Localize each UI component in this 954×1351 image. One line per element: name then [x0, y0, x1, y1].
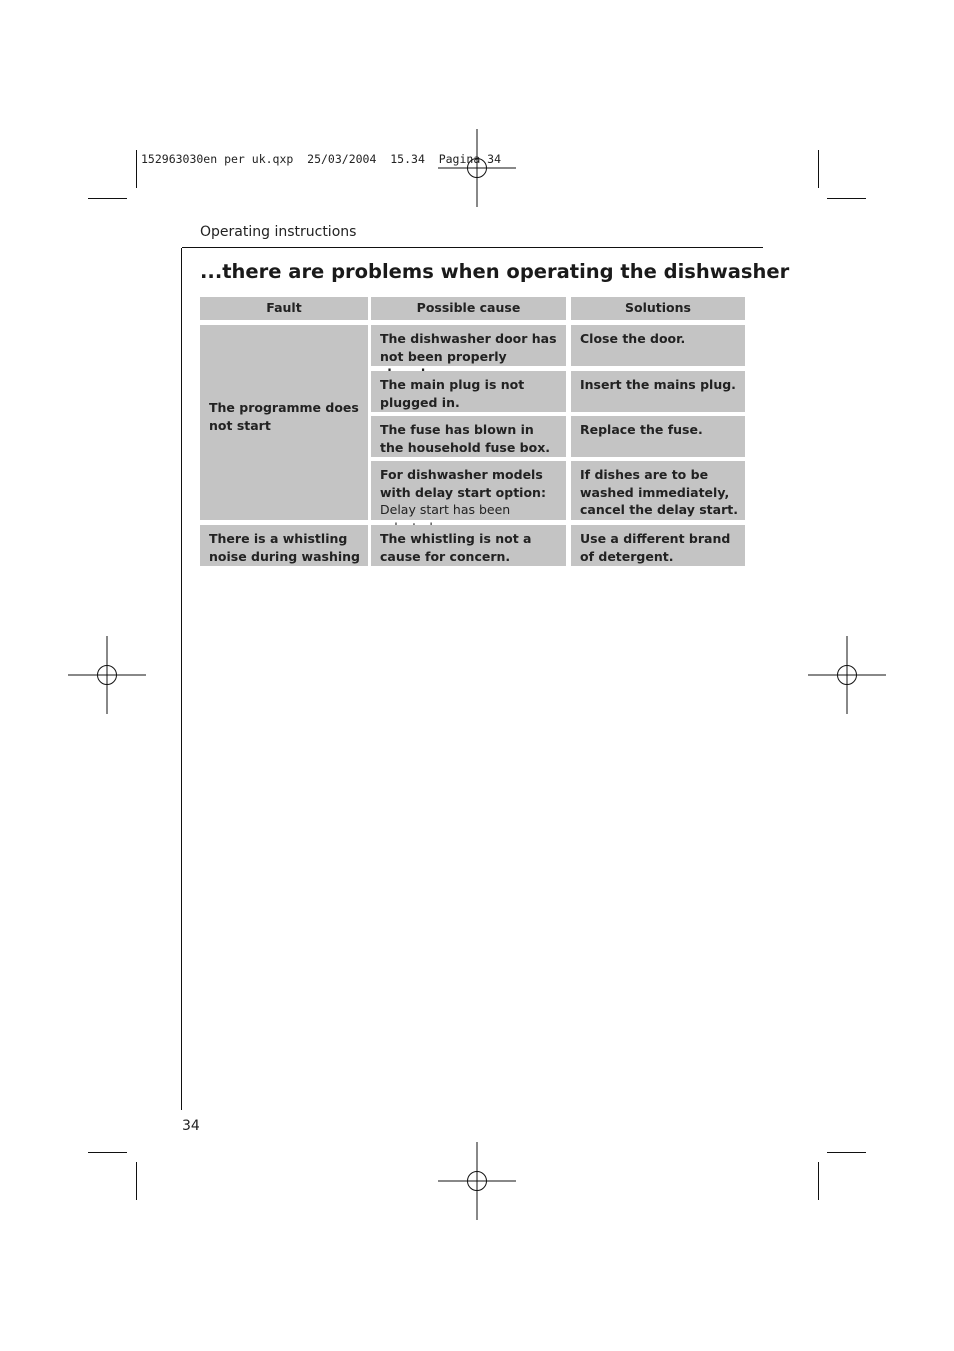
cause-cell: The fuse has blown in the household fuse box.	[371, 416, 566, 457]
page-title: ...there are problems when operating the dishwasher	[200, 260, 790, 283]
margin-rule	[181, 248, 182, 1110]
print-slug: 152963030en per uk.qxp 25/03/2004 15.34 Pagina 34	[141, 152, 502, 166]
crop-mark	[827, 198, 866, 199]
crop-mark	[818, 150, 819, 188]
cause-condition: For dishwasher models with delay start option:	[380, 467, 546, 500]
fault-cell	[200, 325, 368, 520]
page-number: 34	[182, 1118, 200, 1134]
crop-mark	[136, 150, 137, 188]
solution-cell: Insert the mains plug.	[571, 371, 745, 412]
solution-cell: If dishes are to be washed immediately, cancel the delay start.	[571, 461, 745, 520]
crop-mark	[818, 1162, 819, 1200]
fault-text: The programme does not start	[209, 400, 359, 433]
registration-mark-icon	[808, 636, 886, 714]
cause-cell: The main plug is not plugged in.	[371, 371, 566, 412]
crop-mark	[88, 1152, 127, 1153]
registration-mark-icon	[438, 1142, 516, 1220]
solution-cell: Close the door.	[571, 325, 745, 366]
section-header: Operating instructions	[200, 224, 357, 240]
solution-cell: Replace the fuse.	[571, 416, 745, 457]
column-header-fault: Fault	[200, 297, 368, 320]
crop-mark	[136, 1162, 137, 1200]
cause-text: Delay start has been	[380, 502, 511, 517]
crop-mark	[827, 1152, 866, 1153]
registration-mark-icon	[68, 636, 146, 714]
cause-cell: The whistling is not a cause for concern.	[371, 525, 566, 566]
fault-cell: There is a whistling noise during washing	[200, 525, 368, 566]
header-rule	[182, 247, 763, 248]
cause-cell	[371, 461, 566, 520]
crop-mark	[88, 198, 127, 199]
solution-cell: Use a different brand of detergent.	[571, 525, 745, 566]
cause-cell: The dishwasher door has not been properly	[371, 325, 566, 366]
column-header-cause: Possible cause	[371, 297, 566, 320]
registration-mark-icon	[438, 129, 516, 207]
column-header-solutions: Solutions	[571, 297, 745, 320]
